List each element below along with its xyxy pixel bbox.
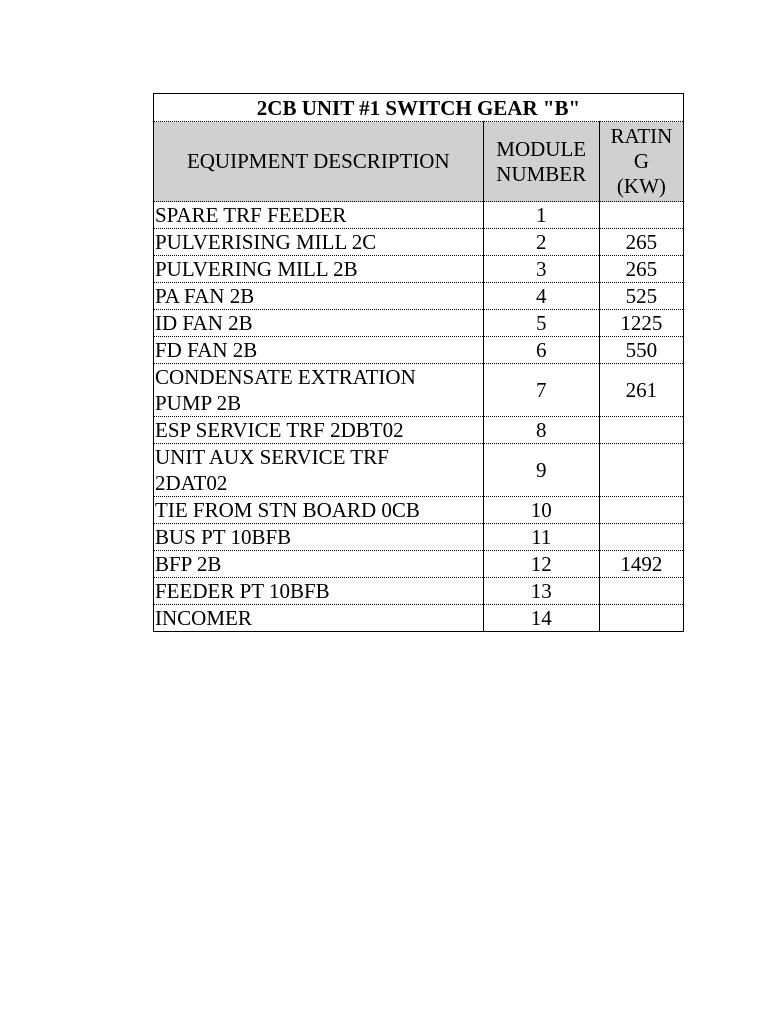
- table-row: [154, 310, 684, 337]
- equipment-description-cell: SPARE TRF FEEDER: [154, 202, 484, 229]
- equipment-description-cell: PULVERING MILL 2B: [154, 256, 484, 283]
- table-row: [154, 364, 684, 417]
- equipment-description-cell: INCOMER: [154, 605, 484, 632]
- table-header-row: [154, 122, 684, 202]
- description-line-2: PUMP 2B: [155, 391, 242, 415]
- rating-cell: 265: [599, 256, 683, 283]
- rating-cell: [599, 444, 683, 497]
- equipment-description-cell: BUS PT 10BFB: [154, 524, 484, 551]
- switchgear-table: [153, 93, 684, 632]
- module-number-cell: 13: [483, 578, 599, 605]
- module-number-cell: 8: [483, 417, 599, 444]
- table-row: [154, 202, 684, 229]
- rating-cell: [599, 605, 683, 632]
- rating-cell: 265: [599, 229, 683, 256]
- description-line-1: UNIT AUX SERVICE TRF: [155, 445, 389, 469]
- table-row: [154, 283, 684, 310]
- header-rating-line-3: (KW): [616, 174, 666, 198]
- header-module-number: [483, 122, 599, 202]
- header-equipment-description: [154, 122, 484, 202]
- description-line-1: CONDENSATE EXTRATION: [155, 365, 416, 389]
- module-number-cell: 12: [483, 551, 599, 578]
- rating-cell: [599, 497, 683, 524]
- rating-cell: 550: [599, 337, 683, 364]
- header-rating-line-1: RATIN: [610, 124, 673, 148]
- equipment-description-cell: FD FAN 2B: [154, 337, 484, 364]
- table-title: 2CB UNIT #1 SWITCH GEAR "B": [154, 94, 684, 122]
- table-row: [154, 551, 684, 578]
- equipment-description-cell: [154, 444, 484, 497]
- rating-cell: [599, 202, 683, 229]
- table-row: [154, 497, 684, 524]
- table-row: [154, 337, 684, 364]
- table-row: [154, 229, 684, 256]
- module-number-cell: 9: [483, 444, 599, 497]
- module-number-cell: 5: [483, 310, 599, 337]
- header-module-line-2: NUMBER: [496, 161, 587, 186]
- table-row: [154, 578, 684, 605]
- table-row: [154, 256, 684, 283]
- equipment-description-cell: PA FAN 2B: [154, 283, 484, 310]
- rating-cell: 525: [599, 283, 683, 310]
- module-number-cell: 7: [483, 364, 599, 417]
- equipment-description-cell: PULVERISING MILL 2C: [154, 229, 484, 256]
- module-number-cell: 1: [483, 202, 599, 229]
- module-number-cell: 10: [483, 497, 599, 524]
- module-number-cell: 2: [483, 229, 599, 256]
- rating-cell: [599, 578, 683, 605]
- header-equipment-description-text: EQUIPMENT DESCRIPTION: [186, 149, 450, 173]
- header-module-line-1: MODULE: [496, 136, 587, 161]
- module-number-cell: 3: [483, 256, 599, 283]
- table-row: [154, 524, 684, 551]
- rating-cell: [599, 417, 683, 444]
- description-line-2: 2DAT02: [155, 471, 228, 495]
- table-row: [154, 417, 684, 444]
- rating-cell: 261: [599, 364, 683, 417]
- header-rating-line-2: G: [633, 149, 649, 173]
- module-number-cell: 6: [483, 337, 599, 364]
- equipment-description-cell: ID FAN 2B: [154, 310, 484, 337]
- module-number-cell: 14: [483, 605, 599, 632]
- table-title-row: [154, 94, 684, 122]
- module-number-cell: 4: [483, 283, 599, 310]
- rating-cell: [599, 524, 683, 551]
- table-row: [154, 605, 684, 632]
- equipment-description-cell: [154, 364, 484, 417]
- equipment-description-cell: TIE FROM STN BOARD 0CB: [154, 497, 484, 524]
- equipment-description-cell: FEEDER PT 10BFB: [154, 578, 484, 605]
- equipment-description-cell: BFP 2B: [154, 551, 484, 578]
- table-row: [154, 444, 684, 497]
- rating-cell: 1225: [599, 310, 683, 337]
- rating-cell: 1492: [599, 551, 683, 578]
- header-rating-kw: [599, 122, 683, 202]
- module-number-cell: 11: [483, 524, 599, 551]
- equipment-description-cell: ESP SERVICE TRF 2DBT02: [154, 417, 484, 444]
